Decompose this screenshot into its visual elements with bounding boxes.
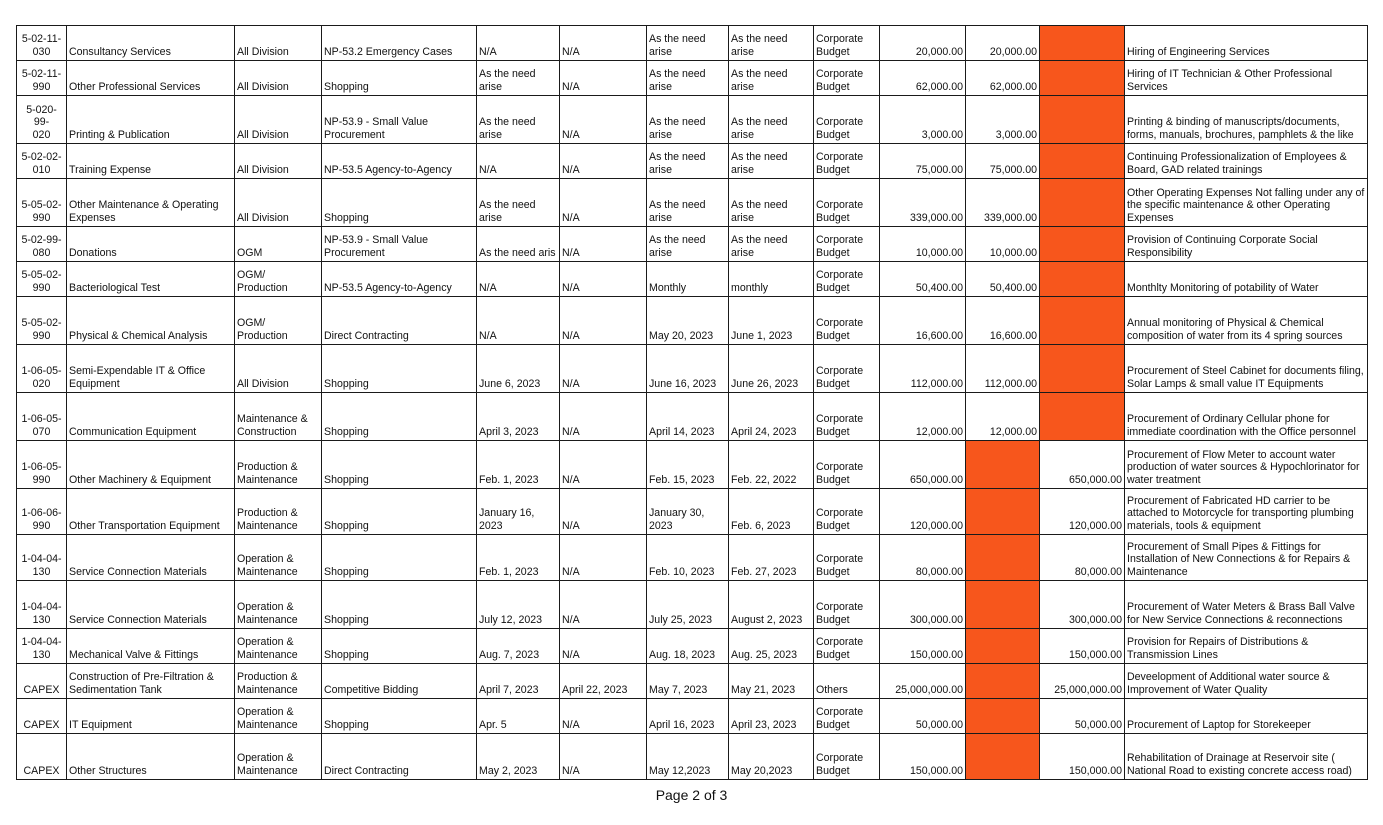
row-remarks: Procurement of Small Pipes & Fittings for Installation of New Connections & for Repairs & Maintenance — [1125, 535, 1368, 581]
row-procurement-mode: Competitive Bidding — [322, 664, 477, 699]
row-account-code: CAPEX — [17, 664, 67, 699]
row-procurement-mode: NP-53.9 - Small Value Procurement — [322, 96, 477, 144]
row-end-user: Operation & Maintenance — [235, 581, 322, 629]
row-schedule-4: As the need arise — [729, 61, 814, 96]
row-mooe-amount — [966, 489, 1040, 535]
table-row — [17, 699, 1368, 734]
row-fund-source: Corporate Budget — [814, 581, 880, 629]
row-mooe-amount: 50,400.00 — [966, 262, 1040, 297]
row-remarks: Printing & binding of manuscripts/documents, forms, manuals, brochures, pamphlets & the like — [1125, 96, 1368, 144]
row-remarks: Annual monitoring of Physical & Chemical composition of water from its 4 spring sources — [1125, 297, 1368, 345]
row-account-code: 5-05-02- 990 — [17, 262, 67, 297]
row-mooe-amount: 20,000.00 — [966, 26, 1040, 61]
row-schedule-2: N/A — [560, 699, 647, 734]
row-schedule-2: N/A — [560, 26, 647, 61]
row-total-amount: 3,000.00 — [880, 96, 966, 144]
row-item-name: Training Expense — [67, 144, 235, 179]
row-procurement-mode: Shopping — [322, 345, 477, 393]
row-total-amount: 80,000.00 — [880, 535, 966, 581]
row-schedule-4: As the need arise — [729, 26, 814, 61]
row-item-name: Mechanical Valve & Fittings — [67, 629, 235, 664]
row-account-code: CAPEX — [17, 699, 67, 734]
row-schedule-4: June 1, 2023 — [729, 297, 814, 345]
row-account-code: 5-02-02- 010 — [17, 144, 67, 179]
row-total-amount: 150,000.00 — [880, 629, 966, 664]
row-schedule-2: N/A — [560, 61, 647, 96]
row-schedule-2: N/A — [560, 96, 647, 144]
row-item-name: Semi-Expendable IT & Office Equipment — [67, 345, 235, 393]
row-remarks: Hiring of IT Technician & Other Professional Services — [1125, 61, 1368, 96]
row-schedule-3: May 7, 2023 — [647, 664, 729, 699]
row-fund-source: Others — [814, 664, 880, 699]
row-remarks: Monthlty Monitoring of potability of Water — [1125, 262, 1368, 297]
row-end-user: All Division — [235, 179, 322, 227]
row-item-name: Construction of Pre-Filtration & Sedimentation Tank — [67, 664, 235, 699]
row-schedule-4: monthly — [729, 262, 814, 297]
row-schedule-4: Aug. 25, 2023 — [729, 629, 814, 664]
row-schedule-4: August 2, 2023 — [729, 581, 814, 629]
table-row — [17, 441, 1368, 489]
row-schedule-4: June 26, 2023 — [729, 345, 814, 393]
row-end-user: All Division — [235, 345, 322, 393]
procurement-plan-table — [16, 25, 1368, 780]
row-total-amount: 112,000.00 — [880, 345, 966, 393]
row-schedule-2: N/A — [560, 345, 647, 393]
row-item-name: Service Connection Materials — [67, 581, 235, 629]
row-procurement-mode: Shopping — [322, 699, 477, 734]
row-schedule-1: Feb. 1, 2023 — [477, 441, 560, 489]
row-schedule-3: As the need arise — [647, 26, 729, 61]
table-row — [17, 227, 1368, 262]
row-account-code: 5-05-02- 990 — [17, 179, 67, 227]
row-total-amount: 150,000.00 — [880, 734, 966, 780]
row-remarks: Rehabilitation of Drainage at Reservoir site ( National Road to existing concrete access road) — [1125, 734, 1368, 780]
row-account-code: 5-02-11- 990 — [17, 61, 67, 96]
row-remarks: Continuing Professionalization of Employees & Board, GAD related trainings — [1125, 144, 1368, 179]
row-schedule-1: Apr. 5 — [477, 699, 560, 734]
row-co-amount — [1040, 144, 1125, 179]
row-schedule-4: Feb. 6, 2023 — [729, 489, 814, 535]
row-procurement-mode: NP-53.5 Agency-to-Agency — [322, 262, 477, 297]
row-fund-source: Corporate Budget — [814, 227, 880, 262]
row-schedule-4: May 20,2023 — [729, 734, 814, 780]
table-row — [17, 664, 1368, 699]
row-total-amount: 20,000.00 — [880, 26, 966, 61]
row-total-amount: 339,000.00 — [880, 179, 966, 227]
row-item-name: Service Connection Materials — [67, 535, 235, 581]
row-schedule-3: January 30, 2023 — [647, 489, 729, 535]
row-co-amount — [1040, 227, 1125, 262]
row-co-amount — [1040, 345, 1125, 393]
row-schedule-1: N/A — [477, 26, 560, 61]
row-schedule-2: N/A — [560, 262, 647, 297]
row-remarks: Procurement of Water Meters & Brass Ball Valve for New Service Connections & reconnections — [1125, 581, 1368, 629]
row-end-user: Production & Maintenance — [235, 664, 322, 699]
row-total-amount: 75,000.00 — [880, 144, 966, 179]
row-fund-source: Corporate Budget — [814, 535, 880, 581]
row-schedule-3: As the need arise — [647, 61, 729, 96]
row-co-amount — [1040, 393, 1125, 441]
row-fund-source: Corporate Budget — [814, 489, 880, 535]
row-schedule-2: N/A — [560, 734, 647, 780]
row-schedule-3: May 12,2023 — [647, 734, 729, 780]
row-schedule-1: April 7, 2023 — [477, 664, 560, 699]
row-schedule-3: As the need arise — [647, 96, 729, 144]
table-row — [17, 96, 1368, 144]
row-schedule-3: Feb. 15, 2023 — [647, 441, 729, 489]
row-schedule-2: N/A — [560, 227, 647, 262]
row-schedule-1: January 16, 2023 — [477, 489, 560, 535]
row-schedule-2: N/A — [560, 441, 647, 489]
row-fund-source: Corporate Budget — [814, 441, 880, 489]
row-fund-source: Corporate Budget — [814, 262, 880, 297]
row-fund-source: Corporate Budget — [814, 96, 880, 144]
row-remarks: Procurement of Laptop for Storekeeper — [1125, 699, 1368, 734]
row-mooe-amount — [966, 581, 1040, 629]
row-item-name: Other Professional Services — [67, 61, 235, 96]
row-mooe-amount — [966, 629, 1040, 664]
row-mooe-amount: 75,000.00 — [966, 144, 1040, 179]
row-remarks: Procurement of Steel Cabinet for documents filing, Solar Lamps & small value IT Equipments — [1125, 345, 1368, 393]
row-account-code: 1-04-04- 130 — [17, 629, 67, 664]
row-fund-source: Corporate Budget — [814, 345, 880, 393]
row-total-amount: 650,000.00 — [880, 441, 966, 489]
row-end-user: Operation & Maintenance — [235, 734, 322, 780]
row-mooe-amount: 12,000.00 — [966, 393, 1040, 441]
row-remarks: Provision of Continuing Corporate Social Responsibility — [1125, 227, 1368, 262]
row-end-user: Operation & Maintenance — [235, 629, 322, 664]
row-total-amount: 300,000.00 — [880, 581, 966, 629]
row-schedule-3: July 25, 2023 — [647, 581, 729, 629]
row-end-user: All Division — [235, 61, 322, 96]
row-mooe-amount — [966, 734, 1040, 780]
row-schedule-1: June 6, 2023 — [477, 345, 560, 393]
row-schedule-3: April 14, 2023 — [647, 393, 729, 441]
row-end-user: All Division — [235, 144, 322, 179]
row-schedule-1: N/A — [477, 297, 560, 345]
row-item-name: Other Transportation Equipment — [67, 489, 235, 535]
row-schedule-4: Feb. 22, 2022 — [729, 441, 814, 489]
row-account-code: 5-02-99- 080 — [17, 227, 67, 262]
row-schedule-2: N/A — [560, 535, 647, 581]
row-mooe-amount — [966, 664, 1040, 699]
row-item-name: Printing & Publication — [67, 96, 235, 144]
row-end-user: OGM/ Production — [235, 262, 322, 297]
row-total-amount: 10,000.00 — [880, 227, 966, 262]
row-schedule-1: July 12, 2023 — [477, 581, 560, 629]
row-co-amount — [1040, 262, 1125, 297]
table-row — [17, 629, 1368, 664]
row-end-user: All Division — [235, 26, 322, 61]
row-procurement-mode: Shopping — [322, 581, 477, 629]
row-schedule-3: As the need arise — [647, 227, 729, 262]
row-schedule-2: N/A — [560, 489, 647, 535]
row-item-name: Other Machinery & Equipment — [67, 441, 235, 489]
row-remarks: Procurement of Flow Meter to account water production of water sources & Hypochlorinator for water treatment — [1125, 441, 1368, 489]
row-schedule-1: Aug. 7, 2023 — [477, 629, 560, 664]
row-co-amount — [1040, 96, 1125, 144]
table-row — [17, 535, 1368, 581]
table-row — [17, 489, 1368, 535]
row-co-amount: 25,000,000.00 — [1040, 664, 1125, 699]
row-item-name: Physical & Chemical Analysis — [67, 297, 235, 345]
row-remarks: Hiring of Engineering Services — [1125, 26, 1368, 61]
row-item-name: Communication Equipment — [67, 393, 235, 441]
row-schedule-3: Monthly — [647, 262, 729, 297]
row-schedule-3: As the need arise — [647, 179, 729, 227]
row-procurement-mode: NP-53.5 Agency-to-Agency — [322, 144, 477, 179]
row-co-amount — [1040, 179, 1125, 227]
row-schedule-1: As the need arise — [477, 61, 560, 96]
row-account-code: 5-020-99- 020 — [17, 96, 67, 144]
row-account-code: 1-04-04- 130 — [17, 535, 67, 581]
row-schedule-3: As the need arise — [647, 144, 729, 179]
row-schedule-4: April 24, 2023 — [729, 393, 814, 441]
row-co-amount: 150,000.00 — [1040, 629, 1125, 664]
row-co-amount — [1040, 61, 1125, 96]
row-procurement-mode: NP-53.2 Emergency Cases — [322, 26, 477, 61]
row-remarks: Deveelopment of Additional water source & Improvement of Water Quality — [1125, 664, 1368, 699]
table-row — [17, 144, 1368, 179]
row-fund-source: Corporate Budget — [814, 297, 880, 345]
row-end-user: Production & Maintenance — [235, 489, 322, 535]
row-schedule-2: N/A — [560, 297, 647, 345]
row-procurement-mode: Shopping — [322, 61, 477, 96]
row-end-user: Operation & Maintenance — [235, 699, 322, 734]
row-item-name: Other Structures — [67, 734, 235, 780]
row-schedule-2: N/A — [560, 144, 647, 179]
row-co-amount: 300,000.00 — [1040, 581, 1125, 629]
row-schedule-2: N/A — [560, 581, 647, 629]
row-schedule-1: April 3, 2023 — [477, 393, 560, 441]
row-schedule-3: April 16, 2023 — [647, 699, 729, 734]
row-schedule-2: April 22, 2023 — [560, 664, 647, 699]
row-procurement-mode: Shopping — [322, 489, 477, 535]
row-co-amount — [1040, 297, 1125, 345]
row-schedule-4: As the need arise — [729, 144, 814, 179]
row-procurement-mode: Direct Contracting — [322, 734, 477, 780]
row-fund-source: Corporate Budget — [814, 144, 880, 179]
table-row — [17, 26, 1368, 61]
row-account-code: 1-06-05- 070 — [17, 393, 67, 441]
row-schedule-4: As the need arise — [729, 96, 814, 144]
row-schedule-3: May 20, 2023 — [647, 297, 729, 345]
row-end-user: Operation & Maintenance — [235, 535, 322, 581]
row-schedule-2: N/A — [560, 179, 647, 227]
row-mooe-amount — [966, 699, 1040, 734]
row-end-user: OGM — [235, 227, 322, 262]
row-end-user: Production & Maintenance — [235, 441, 322, 489]
row-mooe-amount: 10,000.00 — [966, 227, 1040, 262]
row-total-amount: 25,000,000.00 — [880, 664, 966, 699]
row-remarks: Procurement of Fabricated HD carrier to be attached to Motorcycle for transporting plumbing materials, tools & equipment — [1125, 489, 1368, 535]
row-account-code: 5-02-11- 030 — [17, 26, 67, 61]
row-total-amount: 50,400.00 — [880, 262, 966, 297]
row-remarks: Procurement of Ordinary Cellular phone for immediate coordination with the Office personnel — [1125, 393, 1368, 441]
row-mooe-amount: 16,600.00 — [966, 297, 1040, 345]
row-fund-source: Corporate Budget — [814, 26, 880, 61]
row-item-name: Consultancy Services — [67, 26, 235, 61]
row-remarks: Other Operating Expenses Not falling under any of the specific maintenance & other Operating Expenses — [1125, 179, 1368, 227]
row-schedule-4: As the need arise — [729, 227, 814, 262]
row-procurement-mode: Shopping — [322, 179, 477, 227]
row-schedule-1: Feb. 1, 2023 — [477, 535, 560, 581]
row-schedule-1: As the need aris — [477, 227, 560, 262]
row-fund-source: Corporate Budget — [814, 629, 880, 664]
row-item-name: Bacteriological Test — [67, 262, 235, 297]
row-account-code: 1-04-04- 130 — [17, 581, 67, 629]
row-fund-source: Corporate Budget — [814, 393, 880, 441]
table-row — [17, 345, 1368, 393]
row-schedule-4: Feb. 27, 2023 — [729, 535, 814, 581]
row-mooe-amount — [966, 441, 1040, 489]
row-schedule-1: As the need arise — [477, 96, 560, 144]
row-fund-source: Corporate Budget — [814, 699, 880, 734]
row-schedule-4: April 23, 2023 — [729, 699, 814, 734]
table-row — [17, 297, 1368, 345]
row-end-user: OGM/ Production — [235, 297, 322, 345]
row-fund-source: Corporate Budget — [814, 734, 880, 780]
row-total-amount: 16,600.00 — [880, 297, 966, 345]
row-schedule-1: N/A — [477, 144, 560, 179]
row-co-amount — [1040, 26, 1125, 61]
row-mooe-amount: 62,000.00 — [966, 61, 1040, 96]
row-co-amount: 150,000.00 — [1040, 734, 1125, 780]
row-co-amount: 80,000.00 — [1040, 535, 1125, 581]
row-co-amount: 120,000.00 — [1040, 489, 1125, 535]
row-account-code: 1-06-05- 020 — [17, 345, 67, 393]
table-row — [17, 734, 1368, 780]
row-mooe-amount: 3,000.00 — [966, 96, 1040, 144]
row-mooe-amount: 112,000.00 — [966, 345, 1040, 393]
row-account-code: 1-06-06- 990 — [17, 489, 67, 535]
row-procurement-mode: Shopping — [322, 441, 477, 489]
row-schedule-2: N/A — [560, 629, 647, 664]
page-number: Page 2 of 3 — [655, 787, 728, 803]
row-procurement-mode: Shopping — [322, 629, 477, 664]
row-item-name: Donations — [67, 227, 235, 262]
row-schedule-1: N/A — [477, 262, 560, 297]
row-schedule-1: May 2, 2023 — [477, 734, 560, 780]
row-co-amount: 50,000.00 — [1040, 699, 1125, 734]
row-schedule-4: As the need arise — [729, 179, 814, 227]
row-end-user: All Division — [235, 96, 322, 144]
row-co-amount: 650,000.00 — [1040, 441, 1125, 489]
row-schedule-1: As the need arise — [477, 179, 560, 227]
row-total-amount: 62,000.00 — [880, 61, 966, 96]
row-end-user: Maintenance & Construction — [235, 393, 322, 441]
row-total-amount: 50,000.00 — [880, 699, 966, 734]
table-row — [17, 179, 1368, 227]
row-procurement-mode: Shopping — [322, 393, 477, 441]
table-row — [17, 262, 1368, 297]
row-total-amount: 120,000.00 — [880, 489, 966, 535]
row-item-name: IT Equipment — [67, 699, 235, 734]
row-item-name: Other Maintenance & Operating Expenses — [67, 179, 235, 227]
row-account-code: 1-06-05- 990 — [17, 441, 67, 489]
row-schedule-4: May 21, 2023 — [729, 664, 814, 699]
row-schedule-3: Aug. 18, 2023 — [647, 629, 729, 664]
row-total-amount: 12,000.00 — [880, 393, 966, 441]
row-mooe-amount — [966, 535, 1040, 581]
row-fund-source: Corporate Budget — [814, 61, 880, 96]
row-fund-source: Corporate Budget — [814, 179, 880, 227]
table-row — [17, 61, 1368, 96]
row-schedule-3: Feb. 10, 2023 — [647, 535, 729, 581]
row-procurement-mode: NP-53.9 - Small Value Procurement — [322, 227, 477, 262]
row-schedule-3: June 16, 2023 — [647, 345, 729, 393]
row-schedule-2: N/A — [560, 393, 647, 441]
table-row — [17, 393, 1368, 441]
row-account-code: CAPEX — [17, 734, 67, 780]
row-remarks: Provision for Repairs of Distributions & Transmission Lines — [1125, 629, 1368, 664]
row-procurement-mode: Shopping — [322, 535, 477, 581]
row-account-code: 5-05-02- 990 — [17, 297, 67, 345]
row-procurement-mode: Direct Contracting — [322, 297, 477, 345]
row-mooe-amount: 339,000.00 — [966, 179, 1040, 227]
table-row — [17, 581, 1368, 629]
